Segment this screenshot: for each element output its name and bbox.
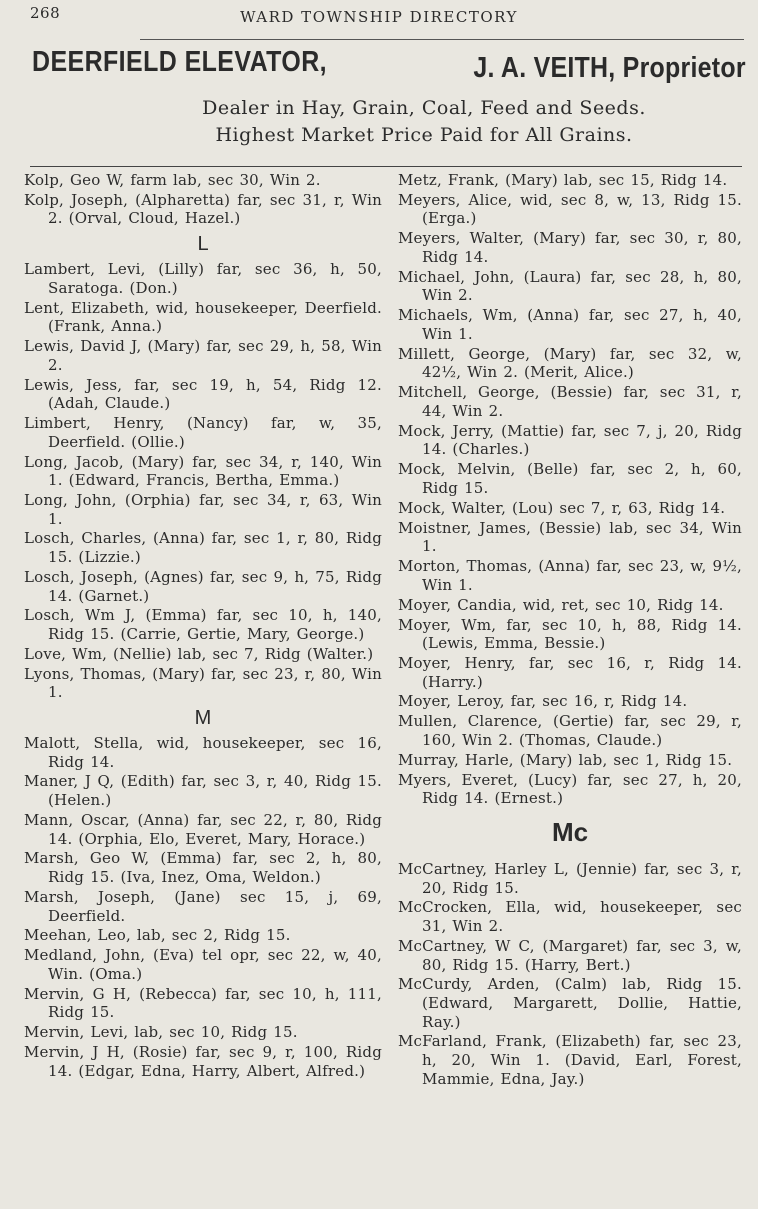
directory-entry: Mock, Walter, (Lou) sec 7, r, 63, Ridg 14. xyxy=(398,498,726,517)
directory-entry: Mullen, Clarence, (Gertie) far, sec 29, r, 160, Win 2. (Thomas, Claude.) xyxy=(398,712,742,749)
ad-tagline-2: Highest Market Price Paid for All Grains. xyxy=(215,124,633,146)
directory-entry: McCurdy, Arden, (Calm) lab, Ridg 15. (Edward, Margarett, Dollie, Hattie, Ray.) xyxy=(398,975,742,1031)
directory-entry: Love, Wm, (Nellie) lab, sec 7, Ridg (Walter.) xyxy=(24,644,374,663)
directory-entry: Losch, Joseph, (Agnes) far, sec 9, h, 75, Ridg 14. (Garnet.) xyxy=(24,567,382,605)
directory-entry: Mock, Jerry, (Mattie) far, sec 7, j, 20, Ridg 14. (Charles.) xyxy=(398,421,742,459)
directory-entry: Michaels, Wm, (Anna) far, sec 27, h, 40, Win 1. xyxy=(398,306,742,343)
directory-entry: Moyer, Candia, wid, ret, sec 10, Ridg 14. xyxy=(398,595,724,614)
section-letter: L xyxy=(197,233,209,256)
directory-entry: Long, Jacob, (Mary) far, sec 34, r, 140, Win 1. (Edward, Francis, Bertha, Emma.) xyxy=(24,452,382,490)
directory-entry: Murray, Harle, (Mary) lab, sec 1, Ridg 15. xyxy=(398,750,733,769)
directory-entry: Medland, John, (Eva) tel opr, sec 22, w, 40, Win. (Oma.) xyxy=(24,946,382,983)
left-column xyxy=(24,171,382,1082)
directory-entry: Mervin, G H, (Rebecca) far, sec 10, h, 111, Ridg 15. xyxy=(24,984,382,1022)
header-rule xyxy=(140,39,744,40)
directory-entry: Lewis, Jess, far, sec 19, h, 54, Ridg 12. (Adah, Claude.) xyxy=(24,375,382,413)
ad-business-name: DEERFIELD ELEVATOR, xyxy=(32,46,328,78)
directory-entry: Losch, Charles, (Anna) far, sec 1, r, 80, Ridg 15. (Lizzie.) xyxy=(24,529,382,567)
directory-entry: Mitchell, George, (Bessie) far, sec 31, r, 44, Win 2. xyxy=(398,383,742,420)
directory-entry: Maner, J Q, (Edith) far, sec 3, r, 40, Ridg 15. (Helen.) xyxy=(24,772,382,810)
section-letter: M xyxy=(194,707,212,729)
directory-entry: Marsh, Joseph, (Jane) sec 15, j, 69, Deerfield. xyxy=(24,887,382,925)
ad-tagline-1: Dealer in Hay, Grain, Coal, Feed and Seeds. xyxy=(202,97,646,119)
directory-entry: Moyer, Wm, far, sec 10, h, 88, Ridg 14. (Lewis, Emma, Bessie.) xyxy=(398,615,742,653)
directory-entry: Kolp, Geo W, farm lab, sec 30, Win 2. xyxy=(24,171,321,189)
running-title: WARD TOWNSHIP DIRECTORY xyxy=(240,8,518,26)
ad-rule xyxy=(30,166,742,167)
directory-entry: Millett, George, (Mary) far, sec 32, w, 42½, Win 2. (Merit, Alice.) xyxy=(398,344,742,382)
right-column xyxy=(398,171,742,1090)
directory-entry: Mervin, J H, (Rosie) far, sec 9, r, 100, Ridg 14. (Edgar, Edna, Harry, Albert, Alfred.) xyxy=(24,1043,382,1080)
directory-entry: Marsh, Geo W, (Emma) far, sec 2, h, 80, Ridg 15. (Iva, Inez, Oma, Weldon.) xyxy=(24,849,382,887)
directory-entry: Long, John, (Orphia) far, sec 34, r, 63, Win 1. xyxy=(24,490,382,528)
directory-entry: Moyer, Leroy, far, sec 16, r, Ridg 14. xyxy=(398,692,688,711)
directory-entry: Kolp, Joseph, (Alpharetta) far, sec 31, r, Win 2. (Orval, Cloud, Hazel.) xyxy=(24,190,382,228)
directory-entry: Lambert, Levi, (Lilly) far, sec 36, h, 50, Saratoga. (Don.) xyxy=(24,260,382,297)
ad-proprietor: J. A. VEITH, Proprietor xyxy=(473,52,746,84)
directory-entry: Meyers, Alice, wid, sec 8, w, 13, Ridg 15. (Erga.) xyxy=(398,190,742,228)
directory-entry: Meehan, Leo, lab, sec 2, Ridg 15. xyxy=(24,926,291,945)
directory-entry: Losch, Wm J, (Emma) far, sec 10, h, 140, Ridg 15. (Carrie, Gertie, Mary, George.) xyxy=(24,606,382,644)
directory-entry: Moistner, James, (Bessie) lab, sec 34, Win 1. xyxy=(398,518,742,556)
section-letter: Mc xyxy=(551,816,589,847)
directory-entry: Lyons, Thomas, (Mary) far, sec 23, r, 80, Win 1. xyxy=(24,664,382,702)
directory-entry: McCrocken, Ella, wid, housekeeper, sec 31, Win 2. xyxy=(398,898,742,936)
directory-entry: Moyer, Henry, far, sec 16, r, Ridg 14. (Harry.) xyxy=(398,654,742,691)
directory-entry: McCartney, W C, (Margaret) far, sec 3, w, 80, Ridg 15. (Harry, Bert.) xyxy=(398,936,742,974)
directory-entry: Morton, Thomas, (Anna) far, sec 23, w, 9½, Win 1. xyxy=(398,557,742,594)
directory-entry: McFarland, Frank, (Elizabeth) far, sec 23, h, 20, Win 1. (David, Earl, Forest, Mammie, Edna, Jay.) xyxy=(398,1032,742,1088)
directory-entry: Limbert, Henry, (Nancy) far, w, 35, Deerfield. (Ollie.) xyxy=(24,414,382,451)
directory-entry: McCartney, Harley L, (Jennie) far, sec 3, r, 20, Ridg 15. xyxy=(398,859,742,897)
directory-entry: Meyers, Walter, (Mary) far, sec 30, r, 80, Ridg 14. xyxy=(398,229,742,266)
directory-entry: Mervin, Levi, lab, sec 10, Ridg 15. xyxy=(24,1023,298,1042)
directory-entry: Myers, Everet, (Lucy) far, sec 27, h, 20, Ridg 14. (Ernest.) xyxy=(398,770,742,808)
directory-entry: Michael, John, (Laura) far, sec 28, h, 80, Win 2. xyxy=(398,267,742,305)
directory-entry: Mock, Melvin, (Belle) far, sec 2, h, 60, Ridg 15. xyxy=(398,460,742,497)
directory-entry: Mann, Oscar, (Anna) far, sec 22, r, 80, Ridg 14. (Orphia, Elo, Everet, Mary, Horace.) xyxy=(24,810,382,848)
directory-entry: Malott, Stella, wid, housekeeper, sec 16, Ridg 14. xyxy=(24,734,382,771)
directory-entry: Lent, Elizabeth, wid, housekeeper, Deerfield. (Frank, Anna.) xyxy=(24,298,382,336)
page-number: 268 xyxy=(30,4,61,22)
directory-entry: Lewis, David J, (Mary) far, sec 29, h, 58, Win 2. xyxy=(24,337,382,374)
directory-entry: Metz, Frank, (Mary) lab, sec 15, Ridg 14. xyxy=(398,171,728,189)
